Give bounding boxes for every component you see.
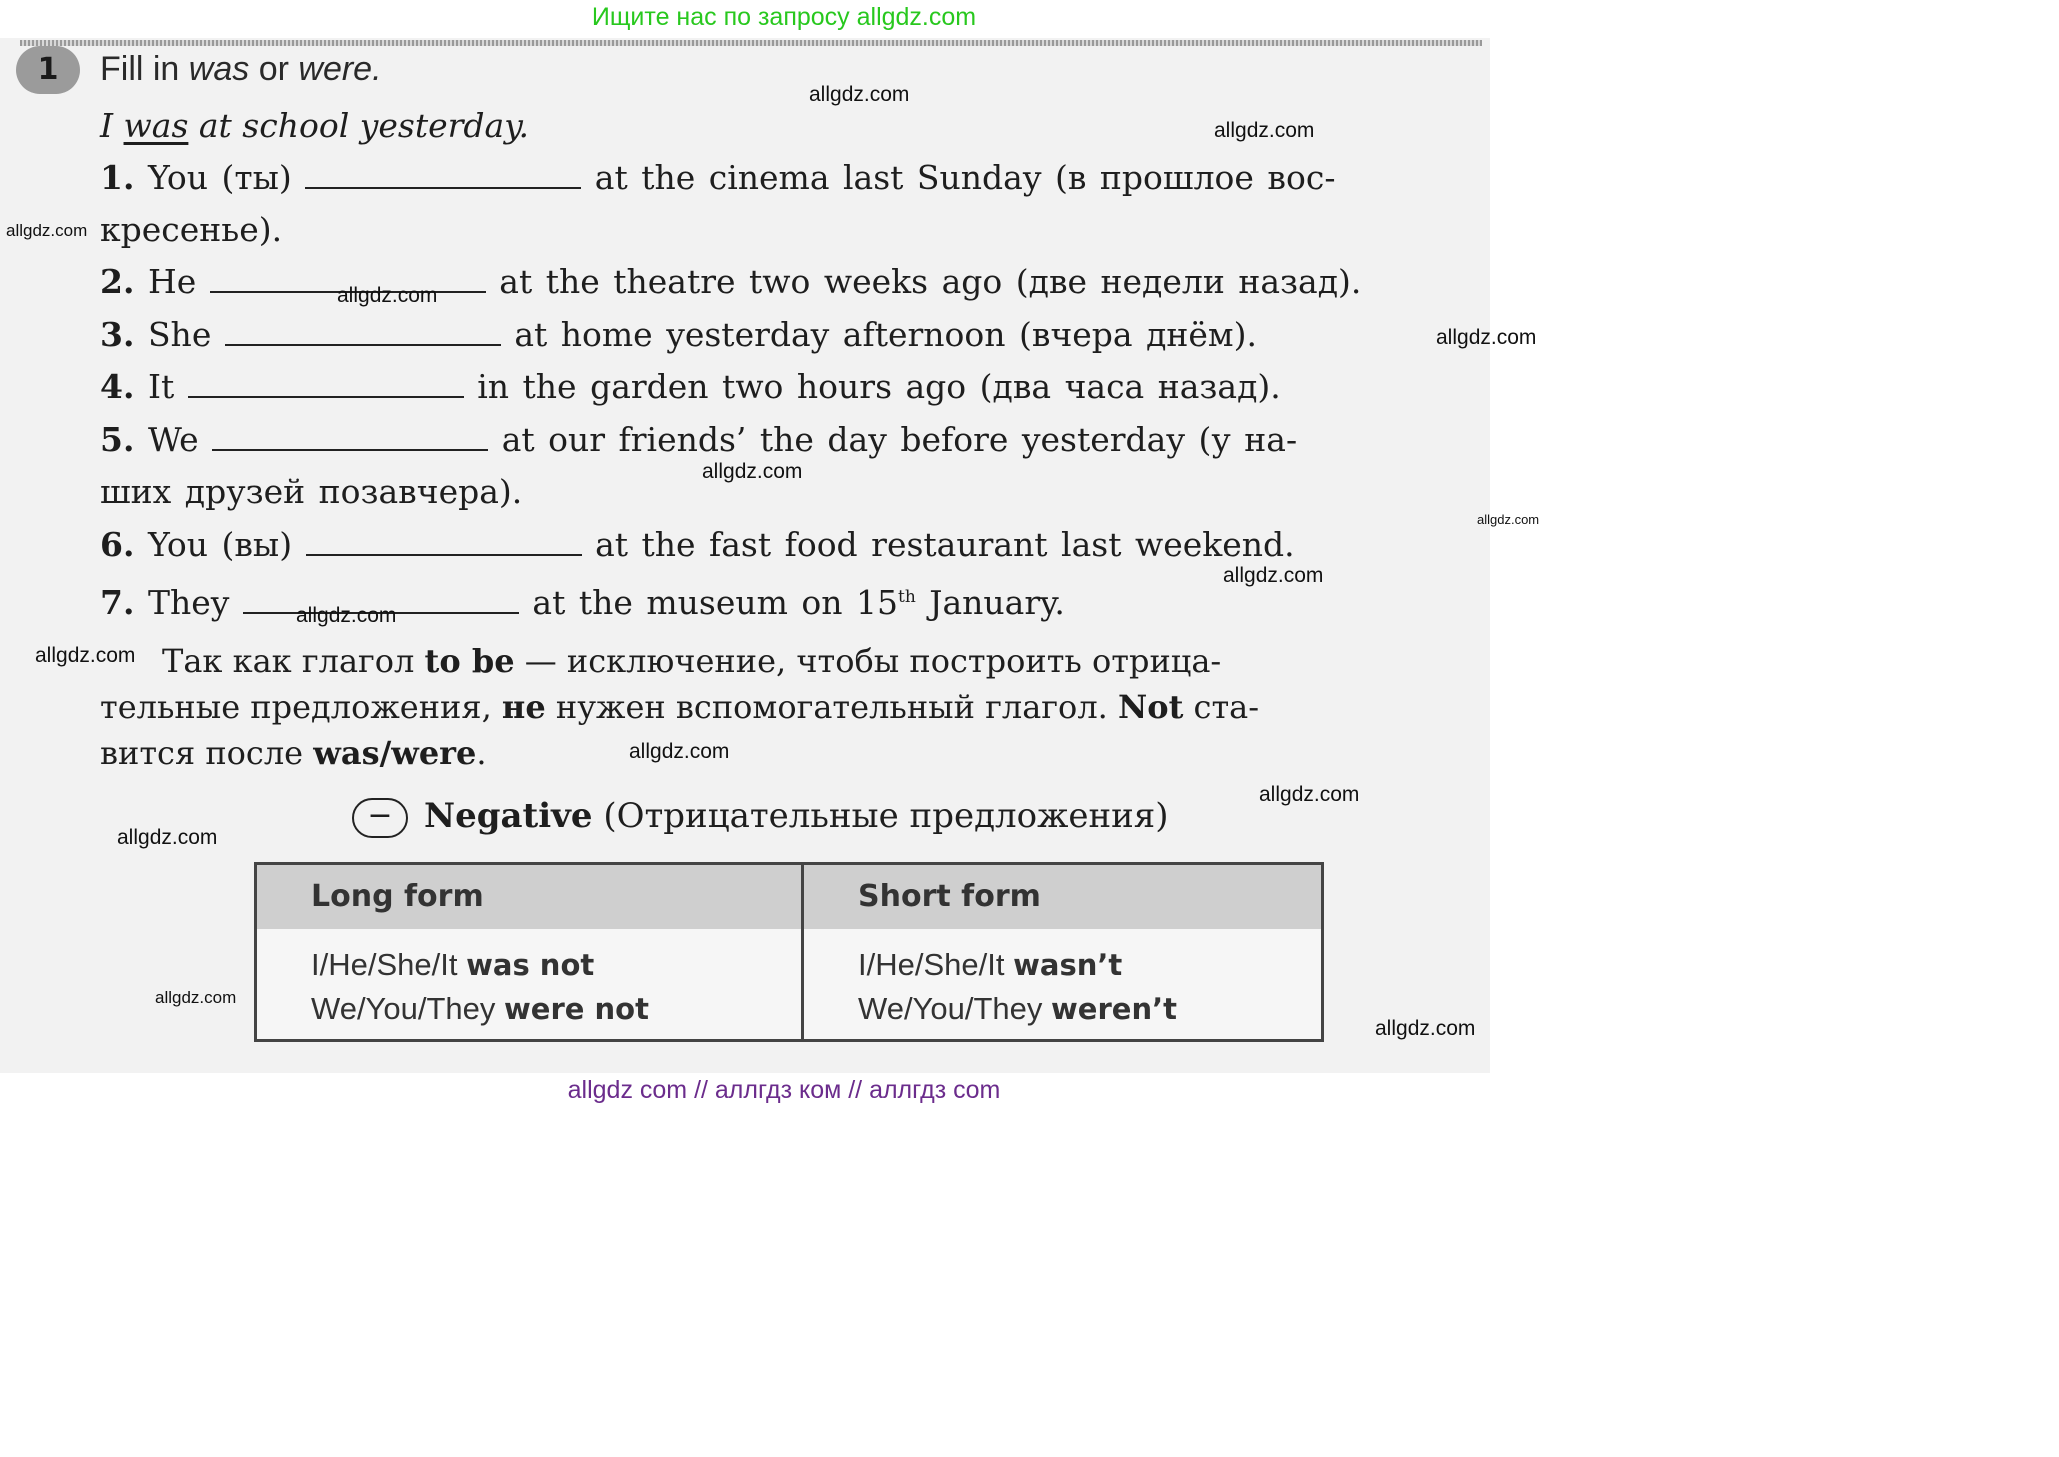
watermark: allgdz.com: [117, 826, 218, 849]
ordinal-suffix: th: [898, 587, 916, 607]
exercise-item-7: [100, 575, 1065, 625]
rule-bold-to-be: to be: [424, 642, 515, 680]
example-answer: was: [123, 106, 189, 145]
rule-line-2: [100, 684, 1259, 730]
short-form-column: [804, 865, 1321, 1039]
table-row: [257, 987, 801, 1031]
item-number: 1.: [100, 158, 135, 197]
example-rest: at school yesterday.: [188, 106, 529, 145]
watermark: allgdz.com: [629, 740, 730, 763]
row-verb: were not: [504, 992, 649, 1026]
top-banner[interactable]: Ищите нас по запросу allgdz.com: [591, 3, 977, 31]
watermark: allgdz.com: [1223, 564, 1324, 587]
item-number: 6.: [100, 525, 135, 564]
rule-bold-was-were: was/were: [313, 734, 477, 772]
item-subject: They: [147, 583, 230, 622]
rule-text: Так как глагол: [162, 642, 425, 680]
watermark: allgdz.com: [1477, 512, 1540, 527]
watermark: allgdz.com: [155, 988, 237, 1007]
item-subject: It: [147, 367, 175, 406]
instruction-were: were.: [298, 50, 382, 88]
row-verb: wasn’t: [1013, 948, 1123, 982]
negative-forms-table: [254, 862, 1324, 1042]
watermark: allgdz.com: [1214, 119, 1315, 142]
item-number: 5.: [100, 420, 135, 459]
item-subject: He: [147, 262, 197, 301]
exercise-instruction: [100, 48, 382, 90]
answer-blank-5[interactable]: [212, 419, 488, 451]
item-subject: We: [147, 420, 199, 459]
table-header-short-form: Short form: [804, 865, 1321, 929]
table-header-long-form: Long form: [257, 865, 801, 929]
table-row: [804, 987, 1321, 1031]
negative-heading: [352, 794, 1169, 838]
minus-circle-icon: −: [352, 798, 408, 838]
header-rule: [20, 40, 1482, 46]
watermark: allgdz.com: [702, 460, 803, 483]
bottom-banner[interactable]: allgdz com // аллгдз ком // аллгдз com: [567, 1076, 1001, 1104]
watermark: allgdz.com: [337, 284, 438, 307]
row-subject: We/You/They: [311, 991, 505, 1026]
rule-text: вится после: [100, 734, 314, 772]
rule-line-3: [100, 730, 487, 776]
negative-title: Negative: [424, 796, 593, 836]
row-subject: I/He/She/It: [858, 947, 1014, 982]
watermark: allgdz.com: [6, 221, 88, 240]
item-rest: at home yesterday afternoon (вчера днём).: [514, 315, 1257, 354]
table-row: [257, 943, 801, 987]
item-number: 2.: [100, 262, 135, 301]
instruction-text: Fill in: [100, 50, 189, 88]
table-row: [804, 943, 1321, 987]
watermark: allgdz.com: [1259, 783, 1360, 806]
watermark: allgdz.com: [809, 83, 910, 106]
rule-text: ста-: [1183, 688, 1260, 726]
item-number: 4.: [100, 367, 135, 406]
exercise-item-4: [100, 365, 1281, 409]
item-rest: at the cinema last Sunday (в прошлое вос-: [594, 158, 1336, 197]
answer-blank-6[interactable]: [306, 524, 582, 556]
example-sentence: [100, 104, 529, 148]
answer-blank-1[interactable]: [305, 157, 581, 189]
exercise-item-6: [100, 523, 1295, 567]
item-rest: at the fast food restaurant last weekend.: [595, 525, 1295, 564]
instruction-or: or: [249, 50, 299, 88]
exercise-item-1: [100, 156, 1336, 200]
exercise-item-1-continued: кресенье).: [100, 210, 283, 249]
exercise-number-badge: 1: [16, 46, 80, 94]
exercise-item-5-continued: ших друзей позавчера).: [100, 472, 523, 511]
watermark: allgdz.com: [1436, 326, 1537, 349]
exercise-item-5: [100, 418, 1297, 462]
long-form-column: [257, 865, 804, 1039]
item-subject: You (ты): [147, 158, 292, 197]
negative-subtitle: (Отрицательные предложения): [592, 796, 1169, 836]
item-rest: at the theatre two weeks ago (две недели назад).: [499, 262, 1362, 301]
rule-text: тельные предложения,: [100, 688, 502, 726]
item-number: 3.: [100, 315, 135, 354]
exercise-item-3: [100, 313, 1257, 357]
item-subject: You (вы): [147, 525, 293, 564]
rule-text: — исключение, чтобы построить отрица-: [514, 642, 1222, 680]
item-subject: She: [147, 315, 212, 354]
row-subject: We/You/They: [858, 991, 1052, 1026]
example-prefix: I: [100, 106, 124, 145]
answer-blank-4[interactable]: [188, 366, 464, 398]
rule-bold-ne: не: [501, 688, 546, 726]
row-verb: was not: [466, 948, 595, 982]
item-rest: at our friends’ the day before yesterday (у на-: [501, 420, 1298, 459]
exercise-item-2: [100, 260, 1361, 304]
instruction-was: was: [188, 50, 250, 88]
rule-text: нужен вспомогательный глагол.: [545, 688, 1118, 726]
watermark: allgdz.com: [1375, 1017, 1476, 1040]
row-subject: I/He/She/It: [311, 947, 467, 982]
rule-line-1: [162, 638, 1221, 684]
rule-text: .: [476, 734, 487, 772]
row-verb: weren’t: [1051, 992, 1177, 1026]
item-rest-2: January.: [915, 583, 1065, 622]
item-rest: in the garden two hours ago (два часа назад).: [477, 367, 1281, 406]
rule-bold-not: Not: [1117, 688, 1184, 726]
answer-blank-3[interactable]: [225, 314, 501, 346]
watermark: allgdz.com: [35, 644, 136, 667]
item-rest: at the museum on 15: [532, 583, 898, 622]
item-number: 7.: [100, 583, 135, 622]
watermark: allgdz.com: [296, 604, 397, 627]
